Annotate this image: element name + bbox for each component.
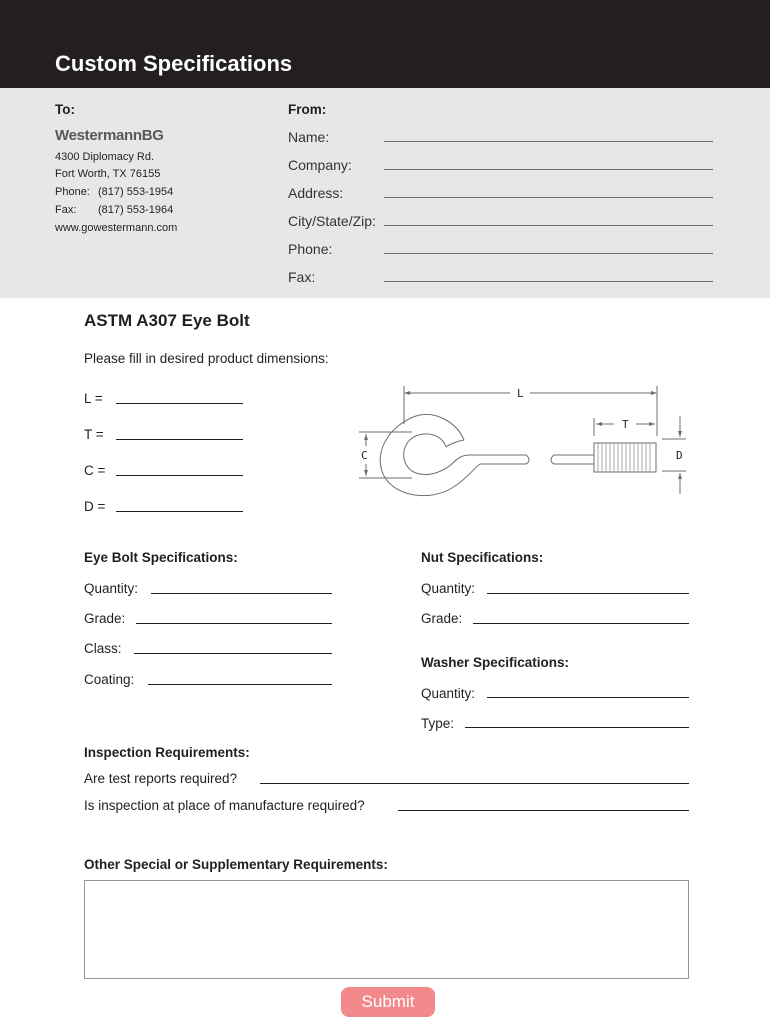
diagram-label-d: D <box>676 449 683 462</box>
test-reports-field[interactable] <box>260 783 689 784</box>
to-address-line2: Fort Worth, TX 76155 <box>55 168 161 180</box>
dim-l-label: L = <box>84 391 103 406</box>
dimensions-instruction: Please fill in desired product dimensions: <box>84 351 329 366</box>
dim-t-label: T = <box>84 427 104 442</box>
from-label: From: <box>288 102 327 117</box>
diagram-label-c: C <box>361 449 368 462</box>
eye-bolt-diagram <box>350 380 695 510</box>
product-title: ASTM A307 Eye Bolt <box>84 311 250 330</box>
nut-grade-label: Grade: <box>421 611 463 626</box>
eye-bolt-coating-field[interactable] <box>148 684 332 685</box>
eye-bolt-grade-label: Grade: <box>84 611 126 626</box>
page-title: Custom Specifications <box>55 51 293 76</box>
inspection-place-field[interactable] <box>398 810 689 811</box>
eye-bolt-grade-field[interactable] <box>136 623 332 624</box>
from-company-label: Company: <box>288 157 352 173</box>
dim-c-label: C = <box>84 463 106 478</box>
from-phone-label: Phone: <box>288 241 333 257</box>
diagram-label-t: T <box>622 418 629 431</box>
from-address-label: Address: <box>288 185 344 201</box>
washer-type-field[interactable] <box>465 727 689 728</box>
to-fax-value: (817) 553-1964 <box>98 204 174 216</box>
dim-t-field[interactable] <box>116 439 243 440</box>
from-fax-label: Fax: <box>288 269 316 285</box>
from-company-field[interactable] <box>384 169 713 170</box>
washer-quantity-field[interactable] <box>487 697 689 698</box>
other-requirements-title: Other Special or Supplementary Requirements: <box>84 857 388 872</box>
company-logo: WestermannBG <box>55 127 164 144</box>
eye-bolt-coating-label: Coating: <box>84 672 135 687</box>
from-name-field[interactable] <box>384 141 713 142</box>
to-label: To: <box>55 102 75 117</box>
from-city-label: City/State/Zip: <box>288 213 376 229</box>
from-address-field[interactable] <box>384 197 713 198</box>
dim-c-field[interactable] <box>116 475 243 476</box>
nut-quantity-label: Quantity: <box>421 581 476 596</box>
washer-quantity-label: Quantity: <box>421 686 476 701</box>
other-requirements-textarea[interactable] <box>84 880 689 979</box>
test-reports-question: Are test reports required? <box>84 771 238 786</box>
eye-bolt-specs-title: Eye Bolt Specifications: <box>84 550 238 565</box>
eye-bolt-quantity-field[interactable] <box>151 593 332 594</box>
inspection-place-question: Is inspection at place of manufacture required? <box>84 798 365 813</box>
to-phone-label: Phone: <box>55 186 90 198</box>
eye-bolt-quantity-label: Quantity: <box>84 581 139 596</box>
dim-l-field[interactable] <box>116 403 243 404</box>
nut-grade-field[interactable] <box>473 623 689 624</box>
from-name-label: Name: <box>288 129 330 145</box>
submit-button[interactable]: Submit <box>341 987 435 1017</box>
to-address-line1: 4300 Diplomacy Rd. <box>55 151 155 163</box>
eye-bolt-class-label: Class: <box>84 641 122 656</box>
diagram-label-l: L <box>517 387 524 400</box>
dim-d-field[interactable] <box>116 511 243 512</box>
washer-type-label: Type: <box>421 716 455 731</box>
eye-bolt-class-field[interactable] <box>134 653 332 654</box>
to-fax-label: Fax: <box>55 204 77 216</box>
from-city-field[interactable] <box>384 225 713 226</box>
inspection-title: Inspection Requirements: <box>84 745 250 760</box>
to-phone-value: (817) 553-1954 <box>98 186 174 198</box>
dim-d-label: D = <box>84 499 106 514</box>
nut-specs-title: Nut Specifications: <box>421 550 544 565</box>
nut-quantity-field[interactable] <box>487 593 689 594</box>
washer-specs-title: Washer Specifications: <box>421 655 570 670</box>
to-website: www.gowestermann.com <box>55 222 178 234</box>
from-phone-field[interactable] <box>384 253 713 254</box>
from-fax-field[interactable] <box>384 281 713 282</box>
